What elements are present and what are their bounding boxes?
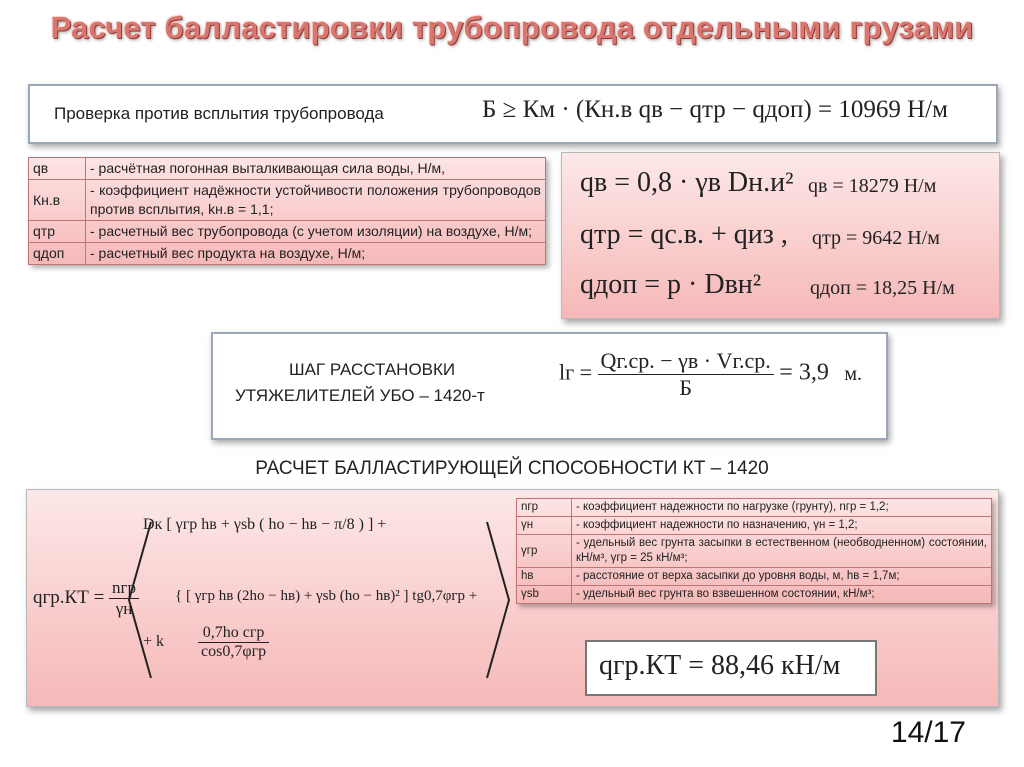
- kt-line3-num: 0,7hо cгр: [198, 624, 269, 643]
- symbol-cell: qтр: [29, 221, 86, 243]
- definitions-table-2: [516, 498, 992, 604]
- symbol-cell: γн: [517, 517, 572, 535]
- step-denominator: Б: [679, 375, 692, 400]
- page-number: 14/17: [890, 716, 966, 749]
- table-row: [29, 180, 546, 221]
- description-cell: - коэффициент надёжности устойчивости положения трубопроводов против всплытия, kн.в = 1,1;: [86, 180, 546, 221]
- kt-formula-line1: Dк [ γгр hв + γsb ( hо − hв − π/8 ) ] +: [143, 516, 387, 533]
- table-row: [517, 535, 992, 568]
- step-label-line2: УТЯЖЕЛИТЕЛЕЙ УБО – 1420-т: [235, 386, 485, 405]
- kt-formula-line3: [143, 624, 269, 661]
- table-row: [517, 517, 992, 535]
- kt-result: qгр.КТ = 88,46 кН/м: [599, 650, 841, 681]
- step-unit: м.: [844, 362, 862, 385]
- symbol-cell: Кн.в: [29, 180, 86, 221]
- right-angle-bracket: [483, 520, 513, 680]
- kt-line3-den: cos0,7φгр: [201, 643, 267, 660]
- description-cell: - расчетный вес трубопровода (с учетом изоляции) на воздухе, Н/м;: [86, 221, 546, 243]
- formula-qtr: qтр = qс.в. + qиз ,: [580, 219, 788, 250]
- step-formula-lhs: lг =: [559, 359, 593, 385]
- float-check-formula: Б ≥ Км · (Кн.в qв − qтр − qдоп) = 10969 Н/м: [482, 96, 948, 123]
- definitions-table-1: [28, 157, 546, 265]
- description-cell: - расчётная погонная выталкивающая сила воды, Н/м,: [86, 158, 546, 180]
- symbol-cell: qдоп: [29, 243, 86, 265]
- kt-line3-k: + k: [143, 633, 165, 651]
- result-qtr: qтр = 9642 Н/м: [812, 227, 940, 249]
- table-row: [517, 568, 992, 586]
- symbol-cell: nгр: [517, 499, 572, 517]
- float-check-label: Проверка против всплытия трубопровода: [54, 104, 384, 123]
- symbol-cell: γsb: [517, 586, 572, 604]
- slide-title: Расчет балластировки трубопровода отдельными грузами: [50, 10, 974, 45]
- float-check-box: [28, 84, 998, 144]
- step-formula: [559, 348, 862, 401]
- kt-formula-line2: { [ γгр hв (2hо − hв) + γsb (hо − hв)² ] tg0,7φгр +: [175, 588, 478, 604]
- step-fraction: [598, 348, 774, 401]
- step-result: = 3,9: [779, 359, 829, 386]
- description-cell: - коэффициент надежности по назначению, γн = 1,2;: [572, 517, 992, 535]
- formulas-box-1: [561, 152, 1000, 319]
- symbol-cell: qв: [29, 158, 86, 180]
- table-row: [29, 243, 546, 265]
- symbol-cell: hв: [517, 568, 572, 586]
- kt-lhs: qгр.КТ =: [33, 586, 105, 608]
- description-cell: - коэффициент надежности по нагрузке (грунту), nгр = 1,2;: [572, 499, 992, 517]
- formula-qv: qв = 0,8 · γв Dн.и²: [580, 167, 794, 198]
- symbol-cell: γгр: [517, 535, 572, 568]
- section2-title: РАСЧЕТ БАЛЛАСТИРУЮЩЕЙ СПОСОБНОСТИ КТ – 1420: [255, 458, 769, 479]
- step-box: [211, 332, 888, 440]
- table-row: [517, 586, 992, 604]
- description-cell: - удельный вес грунта засыпки в естественном (необводненном) состоянии, кН/м³, γгр = 25 кН/м³;: [572, 535, 992, 568]
- description-cell: - расстояние от верха засыпки до уровня воды, м, hв = 1,7м;: [572, 568, 992, 586]
- kt-result-box: [585, 640, 877, 696]
- description-cell: - расчетный вес продукта на воздухе, Н/м;: [86, 243, 546, 265]
- formula-qdop: qдоп = p · Dвн²: [580, 269, 762, 300]
- description-cell: - удельный вес грунта во взвешенном состоянии, кН/м³;: [572, 586, 992, 604]
- result-qv: qв = 18279 Н/м: [808, 175, 937, 197]
- result-qdop: qдоп = 18,25 Н/м: [810, 277, 955, 299]
- table-row: [29, 158, 546, 180]
- table-row: [29, 221, 546, 243]
- table-row: [517, 499, 992, 517]
- kt-formula-lhs: [33, 578, 139, 619]
- kt-coef-num: nгр: [109, 578, 139, 599]
- step-label-line1: ШАГ РАССТАНОВКИ: [289, 360, 456, 379]
- step-numerator: Qг.ср. − γв · Vг.ср.: [598, 348, 774, 375]
- kt-line3-fraction: [198, 624, 269, 661]
- kt-coef-den: γн: [115, 599, 133, 618]
